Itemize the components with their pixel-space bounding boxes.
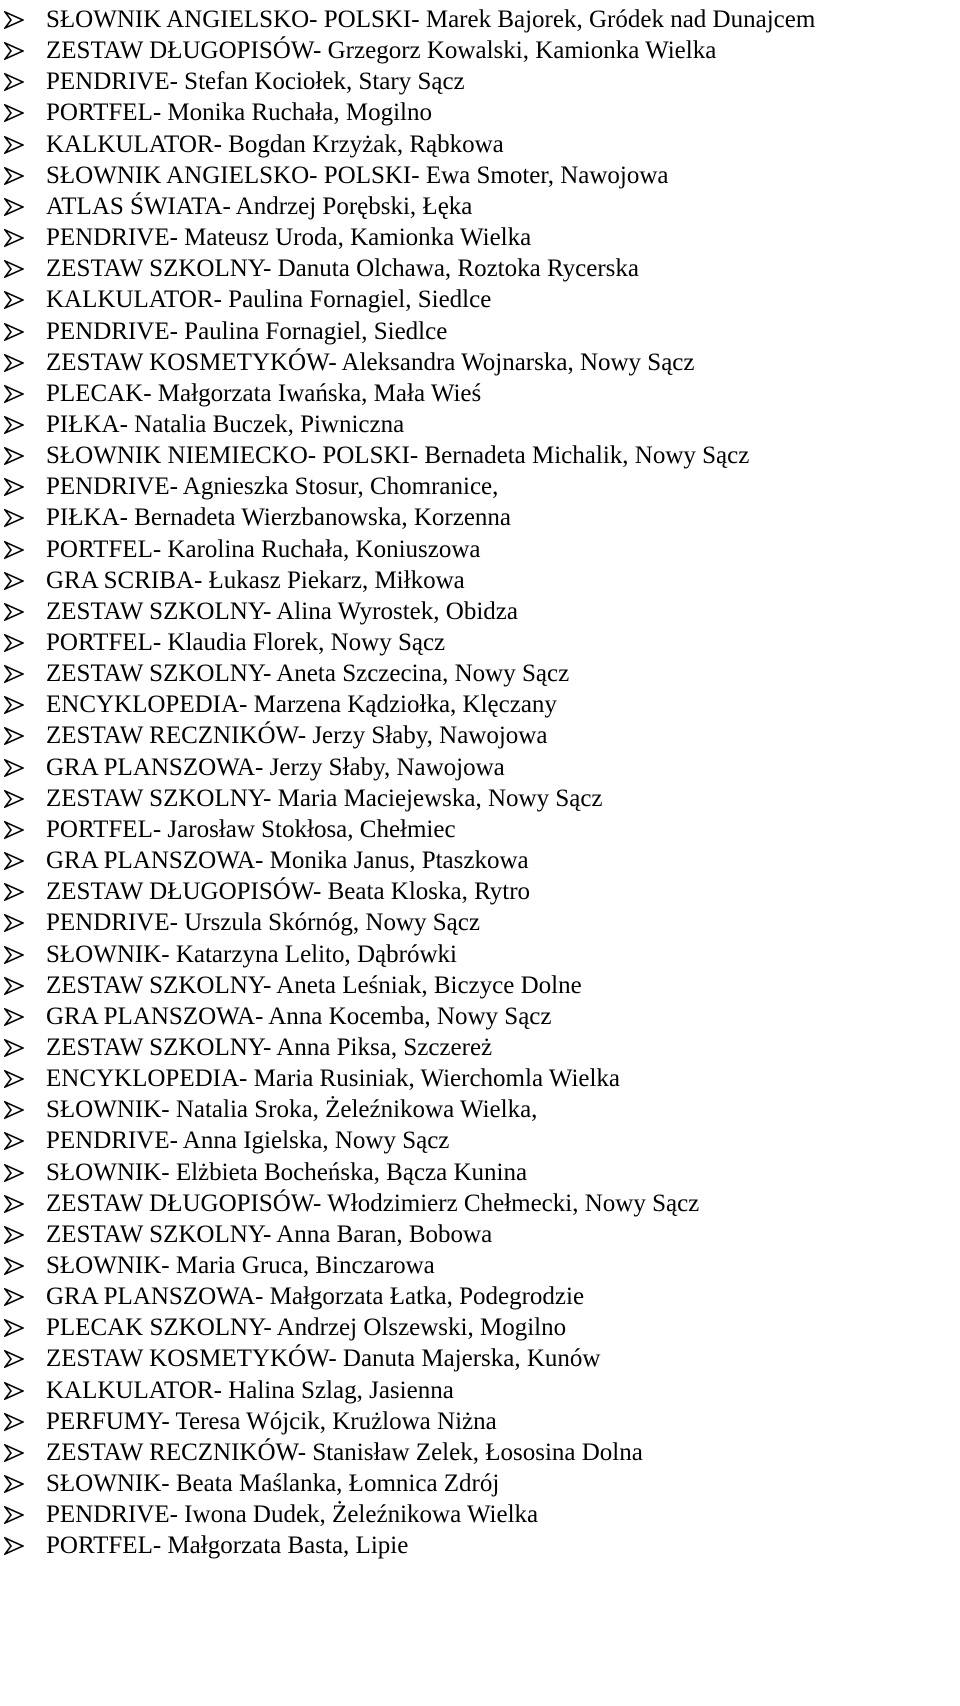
arrowhead-bullet-icon: [4, 821, 24, 839]
list-item-text: PENDRIVE- Urszula Skórnóg, Nowy Sącz: [46, 909, 480, 937]
list-item-text: SŁOWNIK- Katarzyna Lelito, Dąbrówki: [46, 940, 457, 968]
arrowhead-bullet-icon: [4, 1195, 24, 1213]
list-item: [0, 533, 960, 566]
arrowhead-bullet-icon: [4, 790, 24, 808]
list-item: [0, 1156, 960, 1189]
list-item: [0, 1031, 960, 1064]
list-item-text: KALKULATOR- Paulina Fornagiel, Siedlce: [46, 286, 492, 314]
arrowhead-bullet-icon: [4, 1164, 24, 1182]
list-item: [0, 564, 960, 597]
list-item: [0, 221, 960, 254]
list-item-text: GRA PLANSZOWA- Małgorzata Łatka, Podegrodzie: [46, 1283, 585, 1311]
arrowhead-bullet-icon: [4, 198, 24, 216]
list-item-text: ZESTAW KOSMETYKÓW- Danuta Majerska, Kunów: [46, 1345, 601, 1373]
arrowhead-bullet-icon: [4, 447, 24, 465]
arrowhead-bullet-icon: [4, 727, 24, 745]
list-item: [0, 1062, 960, 1095]
list-item-text: ZESTAW SZKOLNY- Maria Maciejewska, Nowy Sącz: [46, 784, 603, 812]
list-item: [0, 1436, 960, 1469]
list-item-text: GRA PLANSZOWA- Anna Kocemba, Nowy Sącz: [46, 1002, 552, 1030]
list-item: [0, 34, 960, 67]
list-item-text: PENDRIVE- Mateusz Uroda, Kamionka Wielka: [46, 224, 532, 252]
list-item-text: KALKULATOR- Bogdan Krzyżak, Rąbkowa: [46, 130, 504, 158]
arrowhead-bullet-icon: [4, 1382, 24, 1400]
list-item-text: SŁOWNIK NIEMIECKO- POLSKI- Bernadeta Michalik, Nowy Sącz: [46, 442, 750, 470]
list-item-text: SŁOWNIK- Beata Maślanka, Łomnica Zdrój: [46, 1470, 500, 1498]
list-item: [0, 3, 960, 36]
list-item: [0, 1187, 960, 1220]
arrowhead-bullet-icon: [4, 167, 24, 185]
list-item-text: PORTFEL- Klaudia Florek, Nowy Sącz: [46, 629, 446, 656]
arrowhead-bullet-icon: [4, 478, 24, 496]
list-item: [0, 1000, 960, 1033]
list-item: [0, 470, 960, 503]
list-item: [0, 782, 960, 815]
list-item: [0, 1280, 960, 1313]
list-item: [0, 938, 960, 971]
list-item: [0, 751, 960, 784]
list-item-text: PORTFEL- Monika Ruchała, Mogilno: [46, 99, 432, 127]
list-item-text: SŁOWNIK- Elżbieta Bocheńska, Bącza Kunina: [46, 1158, 528, 1186]
arrowhead-bullet-icon: [4, 354, 24, 372]
arrowhead-bullet-icon: [4, 634, 24, 652]
arrowhead-bullet-icon: [4, 260, 24, 278]
arrowhead-bullet-icon: [4, 883, 24, 901]
list-item: [0, 688, 960, 721]
list-item: [0, 1218, 960, 1251]
list-item-text: GRA PLANSZOWA- Monika Janus, Ptaszkowa: [46, 847, 529, 875]
arrowhead-bullet-icon: [4, 1319, 24, 1337]
list-item-text: PENDRIVE- Paulina Fornagiel, Siedlce: [46, 317, 448, 345]
list-item-text: ZESTAW RECZNIKÓW- Stanisław Zelek, Łososina Dolna: [46, 1438, 643, 1466]
arrowhead-bullet-icon: [4, 1288, 24, 1306]
list-item: [0, 626, 960, 659]
list-item-text: PORTFEL- Karolina Ruchała, Koniuszowa: [46, 535, 481, 563]
list-item: [0, 346, 960, 379]
list-item: [0, 315, 960, 348]
arrowhead-bullet-icon: [4, 1444, 24, 1462]
arrowhead-bullet-icon: [4, 509, 24, 527]
list-item: [0, 1405, 960, 1438]
arrowhead-bullet-icon: [4, 1070, 24, 1088]
list-item-text: SŁOWNIK ANGIELSKO- POLSKI- Ewa Smoter, Nawojowa: [46, 161, 669, 189]
arrowhead-bullet-icon: [4, 73, 24, 91]
list-item: [0, 128, 960, 161]
list-item-text: PLECAK SZKOLNY- Andrzej Olszewski, Mogilno: [46, 1314, 567, 1342]
list-item-text: PENDRIVE- Anna Igielska, Nowy Sącz: [46, 1127, 450, 1155]
arrowhead-bullet-icon: [4, 1101, 24, 1119]
list-item: [0, 252, 960, 285]
arrowhead-bullet-icon: [4, 1537, 24, 1555]
list-item-text: PENDRIVE- Stefan Kociołek, Stary Sącz: [46, 68, 465, 96]
list-item-text: PENDRIVE- Agnieszka Stosur, Chomranice,: [46, 473, 499, 501]
list-item: [0, 657, 960, 690]
list-item: [0, 190, 960, 223]
list-item-text: ENCYKLOPEDIA- Marzena Kądziołka, Klęczany: [46, 691, 557, 719]
list-item-text: PLECAK- Małgorzata Iwańska, Mała Wieś: [46, 379, 482, 407]
list-item: [0, 439, 960, 472]
list-item: [0, 1342, 960, 1375]
arrowhead-bullet-icon: [4, 1039, 24, 1057]
arrowhead-bullet-icon: [4, 696, 24, 714]
list-item-text: ZESTAW SZKOLNY- Aneta Leśniak, Biczyce Dolne: [46, 971, 582, 999]
arrowhead-bullet-icon: [4, 1008, 24, 1026]
arrowhead-bullet-icon: [4, 1226, 24, 1244]
arrowhead-bullet-icon: [4, 1413, 24, 1431]
list-item-text: PORTFEL- Małgorzata Basta, Lipie: [46, 1532, 409, 1560]
list-item-text: ZESTAW SZKOLNY- Danuta Olchawa, Roztoka Rycerska: [46, 255, 639, 283]
arrowhead-bullet-icon: [4, 416, 24, 434]
list-item-text: PIŁKA- Natalia Buczek, Piwniczna: [46, 410, 405, 438]
arrowhead-bullet-icon: [4, 977, 24, 995]
arrowhead-bullet-icon: [4, 852, 24, 870]
list-item: [0, 719, 960, 752]
list-item: [0, 1249, 960, 1282]
list-item: [0, 1467, 960, 1500]
arrowhead-bullet-icon: [4, 1257, 24, 1275]
list-item: [0, 159, 960, 192]
list-item: [0, 1311, 960, 1344]
list-item: [0, 1374, 960, 1407]
list-item: [0, 96, 960, 129]
list-item: [0, 1529, 960, 1562]
list-item-text: PERFUMY- Teresa Wójcik, Krużlowa Niżna: [46, 1407, 497, 1435]
list-item-text: ZESTAW DŁUGOPISÓW- Włodzimierz Chełmecki, Nowy Sącz: [46, 1189, 700, 1217]
list-item: [0, 501, 960, 534]
list-item-text: PORTFEL- Jarosław Stokłosa, Chełmiec: [46, 815, 456, 843]
list-item-text: SŁOWNIK ANGIELSKO- POLSKI- Marek Bajorek, Gródek nad Dunajcem: [46, 6, 816, 33]
list-item: [0, 1124, 960, 1157]
arrowhead-bullet-icon: [4, 291, 24, 309]
list-item: [0, 65, 960, 98]
arrowhead-bullet-icon: [4, 1506, 24, 1524]
list-item: [0, 595, 960, 628]
list-item-text: GRA SCRIBA- Łukasz Piekarz, Miłkowa: [46, 566, 465, 594]
list-item-text: ATLAS ŚWIATA- Andrzej Porębski, Łęka: [46, 192, 473, 220]
arrowhead-bullet-icon: [4, 914, 24, 932]
list-item-text: ENCYKLOPEDIA- Maria Rusiniak, Wierchomla Wielka: [46, 1065, 621, 1093]
arrowhead-bullet-icon: [4, 229, 24, 247]
arrowhead-bullet-icon: [4, 104, 24, 122]
list-item: [0, 813, 960, 846]
list-item-text: ZESTAW SZKOLNY- Anna Piksa, Szczereż: [46, 1033, 493, 1061]
list-item: [0, 408, 960, 441]
arrowhead-bullet-icon: [4, 759, 24, 777]
list-item: [0, 283, 960, 316]
arrowhead-bullet-icon: [4, 946, 24, 964]
list-item-text: ZESTAW SZKOLNY- Anna Baran, Bobowa: [46, 1220, 493, 1248]
list-item-text: ZESTAW RECZNIKÓW- Jerzy Słaby, Nawojowa: [46, 722, 548, 750]
list-item-text: ZESTAW SZKOLNY- Alina Wyrostek, Obidza: [46, 597, 518, 625]
arrowhead-bullet-icon: [4, 572, 24, 590]
list-item-text: SŁOWNIK- Maria Gruca, Binczarowa: [46, 1252, 435, 1279]
arrowhead-bullet-icon: [4, 136, 24, 154]
list-item: [0, 377, 960, 410]
list-item-text: PIŁKA- Bernadeta Wierzbanowska, Korzenna: [46, 504, 512, 532]
list-item: [0, 875, 960, 908]
arrowhead-bullet-icon: [4, 603, 24, 621]
list-item-text: ZESTAW KOSMETYKÓW- Aleksandra Wojnarska, Nowy Sącz: [46, 348, 695, 376]
arrowhead-bullet-icon: [4, 541, 24, 559]
arrowhead-bullet-icon: [4, 1350, 24, 1368]
list-item-text: ZESTAW DŁUGOPISÓW- Beata Kloska, Rytro: [46, 878, 531, 906]
list-item: [0, 844, 960, 877]
arrowhead-bullet-icon: [4, 42, 24, 60]
list-item: [0, 969, 960, 1002]
list-item-text: ZESTAW SZKOLNY- Aneta Szczecina, Nowy Sącz: [46, 660, 570, 688]
arrowhead-bullet-icon: [4, 665, 24, 683]
arrowhead-bullet-icon: [4, 11, 24, 29]
list-item-text: GRA PLANSZOWA- Jerzy Słaby, Nawojowa: [46, 753, 505, 781]
arrowhead-bullet-icon: [4, 1132, 24, 1150]
arrowhead-bullet-icon: [4, 385, 24, 403]
arrowhead-bullet-icon: [4, 323, 24, 341]
list-item: [0, 1093, 960, 1126]
list-item: [0, 906, 960, 939]
list-item: [0, 1498, 960, 1531]
list-item-text: PENDRIVE- Iwona Dudek, Żeleźnikowa Wielka: [46, 1501, 539, 1529]
arrowhead-bullet-icon: [4, 1475, 24, 1493]
list-item-text: KALKULATOR- Halina Szlag, Jasienna: [46, 1376, 454, 1404]
list-item-text: SŁOWNIK- Natalia Sroka, Żeleźnikowa Wielka,: [46, 1096, 538, 1124]
list-item-text: ZESTAW DŁUGOPISÓW- Grzegorz Kowalski, Kamionka Wielka: [46, 37, 717, 65]
